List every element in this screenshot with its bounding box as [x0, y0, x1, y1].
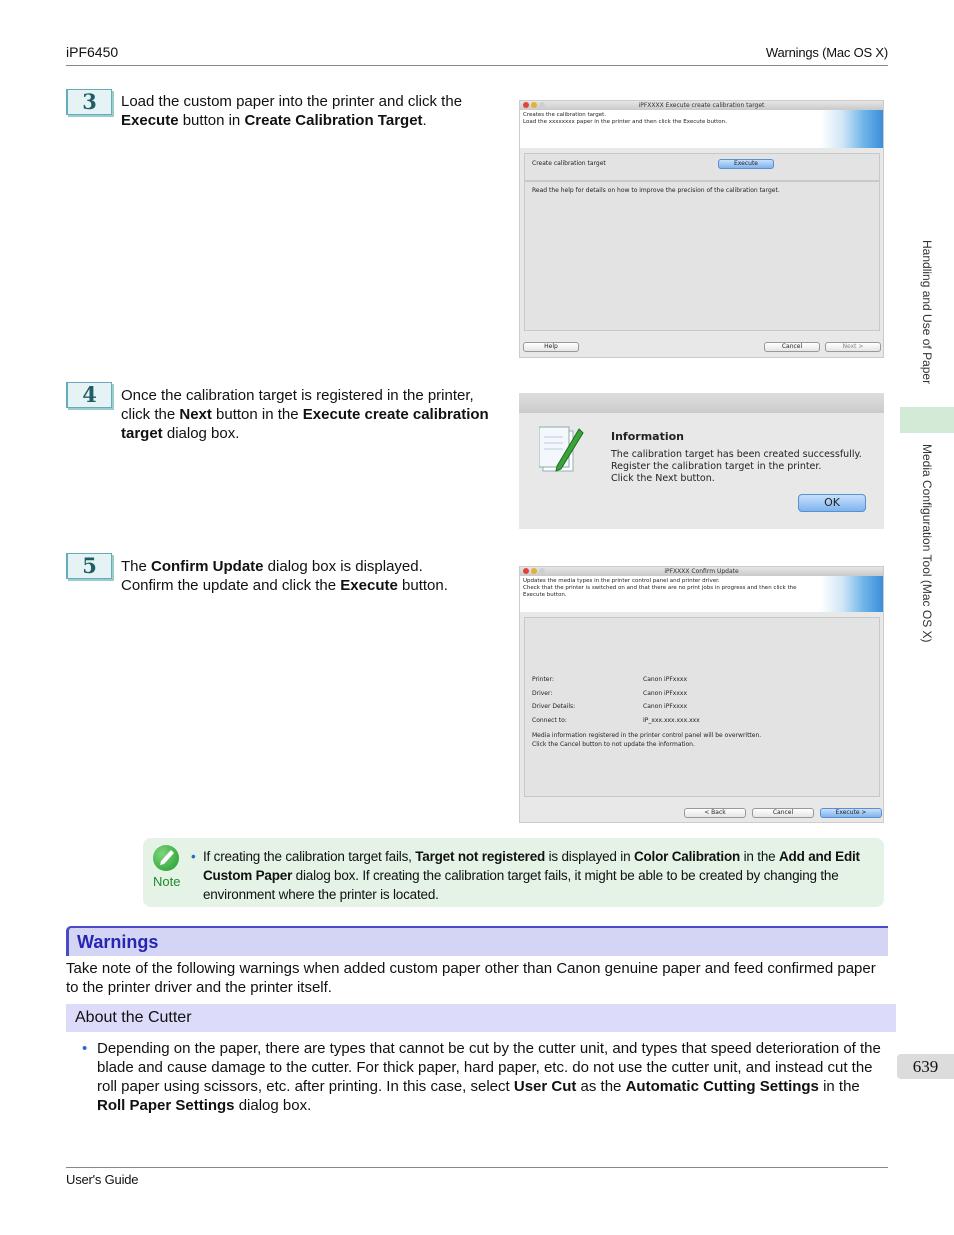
info-heading: Information [611, 430, 684, 443]
footer-guide: User's Guide [66, 1172, 139, 1187]
create-target-group: Create calibration target Execute [524, 153, 880, 181]
side-section: Media Configuration Tool (Mac OS X) [920, 444, 934, 643]
help-button[interactable]: Help [523, 342, 579, 352]
step-5-text: The Confirm Update dialog box is displayed. Confirm the update and click the Execute button. [121, 558, 448, 594]
step-3-text: Load the custom paper into the printer and click the Execute button in Create Calibration Target. [121, 93, 463, 129]
header-rule [66, 65, 888, 66]
cutter-warning-text: • Depending on the paper, there are types that cannot be cut by the cutter unit, and types that speed deterioration of the blade and cause damage to the cutter. For thick paper, hard paper, etc. do not use the cutter unit, and instead cut the roll paper using scissors, etc. after printing. In this case, select User Cut as the Automatic Cutting Settings in the Roll Paper Settings dialog box. [82, 1040, 881, 1114]
dialog-header: Creates the calibration target. Load the xxxxxxxx paper in the printer and then click the Execute button. [520, 110, 883, 148]
header-product: iPF6450 [66, 44, 119, 60]
execute-calibration-dialog [519, 100, 884, 358]
overwrite-message: Media information registered in the printer control panel will be overwritten. Click the Cancel button to not update the information. [532, 732, 762, 748]
side-chapter: Handling and Use of Paper [920, 240, 934, 385]
back-button[interactable]: < Back [684, 808, 746, 818]
dialog-titlebar: iPFXXXX Confirm Update [520, 567, 883, 576]
info-message: The calibration target has been created successfully. Register the calibration target in the printer. Click the Next button. [611, 449, 862, 484]
next-button[interactable]: Next > [825, 342, 881, 352]
document-pencil-icon [539, 425, 585, 477]
cancel-button[interactable]: Cancel [764, 342, 820, 352]
dialog-header: Updates the media types in the printer control panel and printer driver. Check that the printer is switched on and that there are no print jobs in progress and then click the Execute button. [520, 576, 883, 612]
page-number: 639 [897, 1054, 954, 1079]
step-4-text: Once the calibration target is registered in the printer, click the Next button in the Execute create calibration target dialog box. [121, 387, 489, 442]
header-section: Warnings (Mac OS X) [765, 45, 888, 60]
step-number-3: 3 [66, 89, 112, 115]
note-text: • If creating the calibration target fails, Target not registered is displayed in Color Calibration in the Add and Edit Custom Paper dialog box. If creating the calibration target fails, it might be able to be created by changing the environment where the printer is located. [191, 849, 860, 902]
execute-button[interactable]: Execute [718, 159, 774, 169]
warnings-title: Warnings [77, 932, 159, 952]
confirm-update-dialog [519, 566, 884, 823]
step-number-4: 4 [66, 382, 112, 408]
cancel-button[interactable]: Cancel [752, 808, 814, 818]
execute-button[interactable]: Execute > [820, 808, 882, 818]
information-dialog [519, 393, 884, 529]
cubes-graphic-icon [821, 576, 883, 612]
warnings-heading-bar [66, 926, 888, 956]
dialog-titlebar [519, 393, 884, 413]
dialog-titlebar: iPFXXXX Execute create calibration target [520, 101, 883, 110]
note-box [143, 838, 884, 907]
warnings-intro: Take note of the following warnings when added custom paper other than Canon genuine paper and feed confirmed paper to the printer driver and the printer itself. [66, 960, 876, 996]
side-tab-marker [900, 407, 954, 433]
note-label: Note [153, 874, 181, 889]
help-text-area: Read the help for details on how to improve the precision of the calibration target. [524, 181, 880, 331]
ok-button[interactable]: OK [798, 494, 866, 512]
info-labels: Printer: Driver: Driver Details: Connect to: [532, 676, 576, 724]
step-number-5: 5 [66, 553, 112, 579]
info-values: Canon iPFxxxx Canon iPFxxxx Canon iPFxxxx IP_xxx.xxx.xxx.xxx [643, 676, 700, 724]
about-cutter-bar [66, 1004, 896, 1032]
update-info-area [524, 617, 880, 797]
cubes-graphic-icon [821, 110, 883, 148]
note-pencil-icon [153, 845, 179, 871]
about-cutter-title: About the Cutter [75, 1009, 192, 1026]
footer-rule [66, 1167, 888, 1168]
